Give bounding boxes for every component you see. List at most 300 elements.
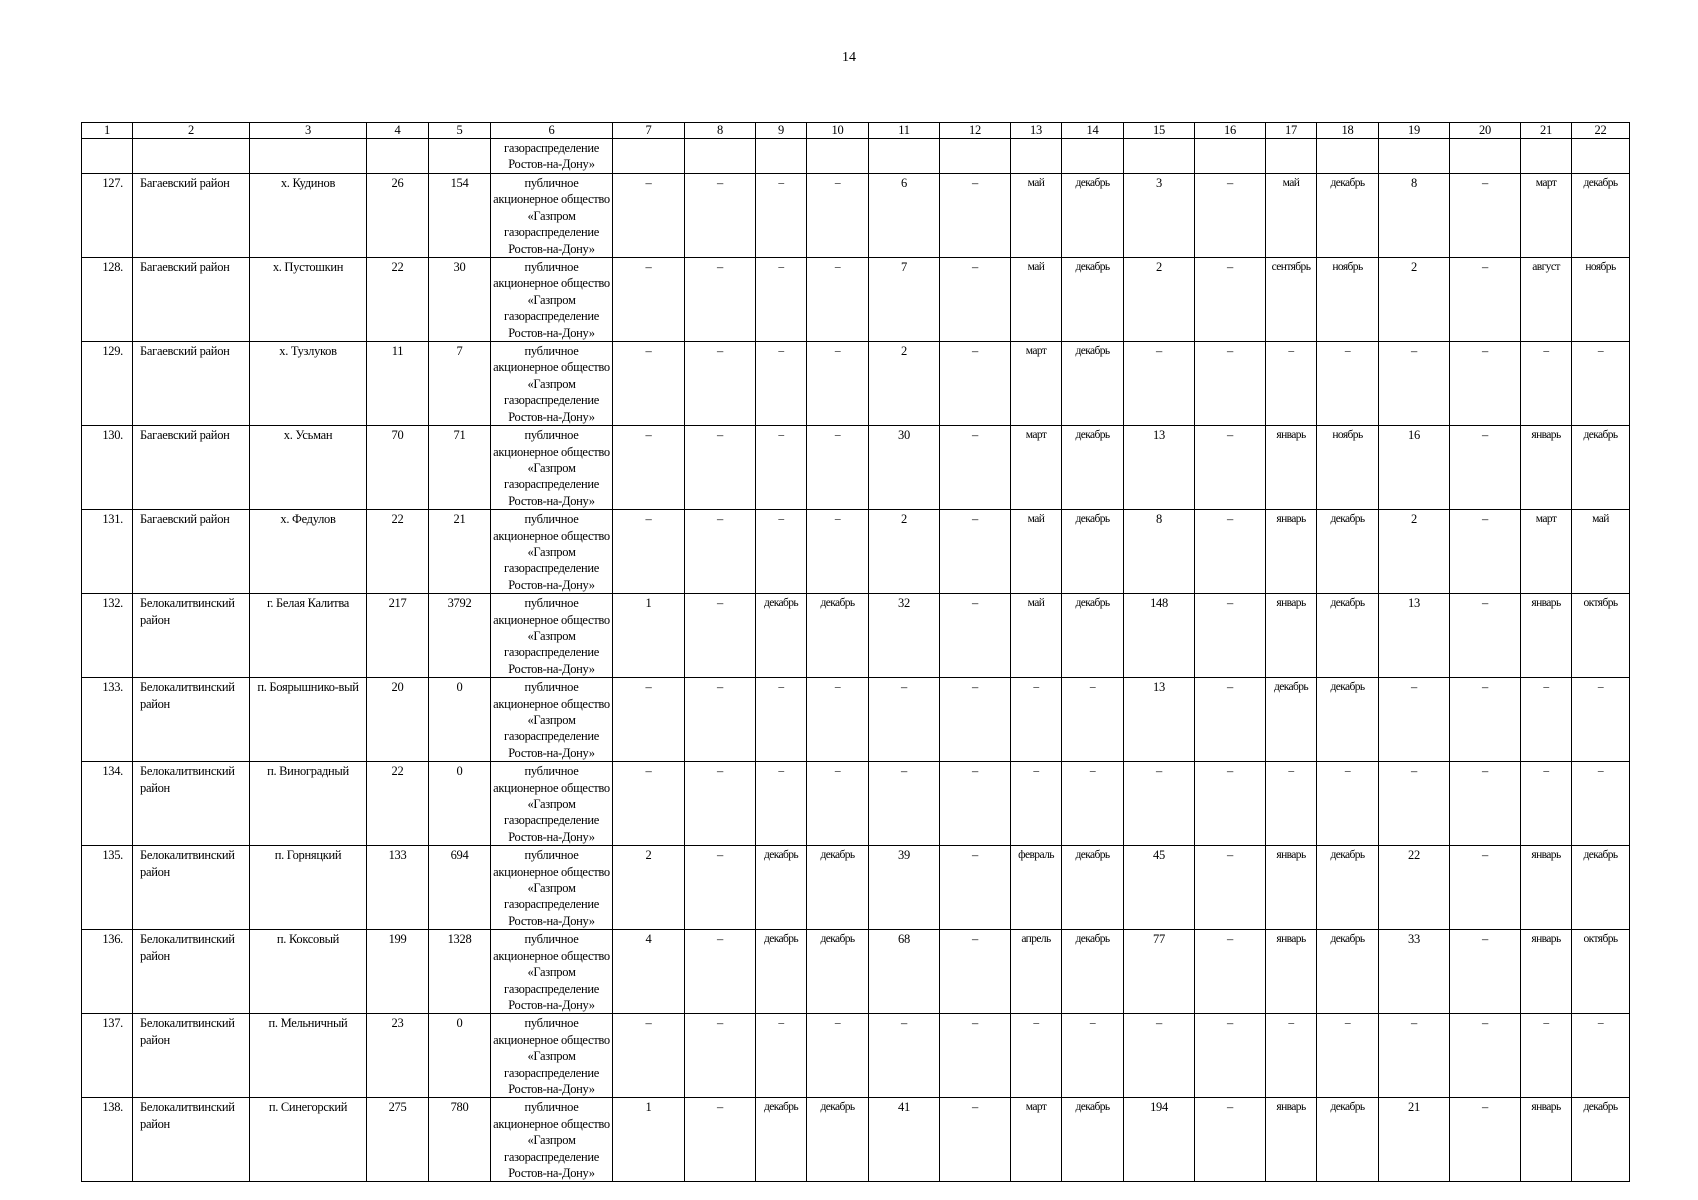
col9-value: – bbox=[756, 762, 807, 846]
col7-value: – bbox=[613, 762, 685, 846]
row-number: 127. bbox=[82, 174, 133, 258]
col5-value: 1328 bbox=[429, 930, 491, 1014]
column-header-21: 21 bbox=[1521, 123, 1572, 139]
col10-value: – bbox=[807, 510, 869, 594]
cell-empty bbox=[82, 139, 133, 174]
col9-value: – bbox=[756, 426, 807, 510]
col22-month: октябрь bbox=[1572, 594, 1630, 678]
col19-value: 8 bbox=[1379, 174, 1450, 258]
col8-value: – bbox=[685, 678, 756, 762]
col14-month: декабрь bbox=[1062, 426, 1124, 510]
col11-value: – bbox=[869, 762, 940, 846]
col11-value: 68 bbox=[869, 930, 940, 1014]
col14-month: декабрь bbox=[1062, 1098, 1124, 1182]
col8-value: – bbox=[685, 594, 756, 678]
owner: публичное акционерное общество «Газпром газораспределение Ростов-на-Дону» bbox=[491, 174, 613, 258]
col12-value: – bbox=[940, 762, 1011, 846]
col19-value: 2 bbox=[1379, 510, 1450, 594]
district: Белокалитвинский район bbox=[133, 678, 250, 762]
table-row bbox=[82, 258, 1630, 342]
col16-value: – bbox=[1195, 846, 1266, 930]
col10-value: – bbox=[807, 762, 869, 846]
col9-value: декабрь bbox=[756, 594, 807, 678]
col13-month: май bbox=[1011, 510, 1062, 594]
col18-month: декабрь bbox=[1317, 678, 1379, 762]
column-header-6: 6 bbox=[491, 123, 613, 139]
col8-value: – bbox=[685, 258, 756, 342]
owner: публичное акционерное общество «Газпром газораспределение Ростов-на-Дону» bbox=[491, 258, 613, 342]
column-header-19: 19 bbox=[1379, 123, 1450, 139]
column-header-18: 18 bbox=[1317, 123, 1379, 139]
col22-month: – bbox=[1572, 1014, 1630, 1098]
col11-value: 32 bbox=[869, 594, 940, 678]
owner: публичное акционерное общество «Газпром газораспределение Ростов-на-Дону» bbox=[491, 426, 613, 510]
col21-month: март bbox=[1521, 174, 1572, 258]
col16-value: – bbox=[1195, 258, 1266, 342]
col11-value: 2 bbox=[869, 342, 940, 426]
table-row bbox=[82, 762, 1630, 846]
district: Белокалитвинский район bbox=[133, 762, 250, 846]
column-header-5: 5 bbox=[429, 123, 491, 139]
table-row bbox=[82, 342, 1630, 426]
col10-value: декабрь bbox=[807, 846, 869, 930]
cell-empty bbox=[367, 139, 429, 174]
col15-value: 2 bbox=[1124, 258, 1195, 342]
table-row bbox=[82, 594, 1630, 678]
col22-month: декабрь bbox=[1572, 1098, 1630, 1182]
table-row bbox=[82, 930, 1630, 1014]
col11-value: – bbox=[869, 1014, 940, 1098]
column-header-2: 2 bbox=[133, 123, 250, 139]
column-header-11: 11 bbox=[869, 123, 940, 139]
col16-value: – bbox=[1195, 174, 1266, 258]
col14-month: декабрь bbox=[1062, 258, 1124, 342]
col11-value: 2 bbox=[869, 510, 940, 594]
col9-value: декабрь bbox=[756, 930, 807, 1014]
col13-month: март bbox=[1011, 426, 1062, 510]
col13-month: март bbox=[1011, 342, 1062, 426]
col12-value: – bbox=[940, 1014, 1011, 1098]
cell-empty bbox=[133, 139, 250, 174]
col14-month: декабрь bbox=[1062, 594, 1124, 678]
cell-empty bbox=[1195, 139, 1266, 174]
cell-empty bbox=[869, 139, 940, 174]
col19-value: 2 bbox=[1379, 258, 1450, 342]
col17-month: – bbox=[1266, 1014, 1317, 1098]
cell-empty bbox=[429, 139, 491, 174]
col17-month: январь bbox=[1266, 510, 1317, 594]
cell-empty bbox=[756, 139, 807, 174]
settlement: х. Тузлуков bbox=[250, 342, 367, 426]
cell-empty bbox=[1450, 139, 1521, 174]
col7-value: – bbox=[613, 426, 685, 510]
column-header-7: 7 bbox=[613, 123, 685, 139]
column-header-3: 3 bbox=[250, 123, 367, 139]
col9-value: – bbox=[756, 174, 807, 258]
col22-month: ноябрь bbox=[1572, 258, 1630, 342]
col16-value: – bbox=[1195, 342, 1266, 426]
owner: публичное акционерное общество «Газпром газораспределение Ростов-на-Дону» bbox=[491, 930, 613, 1014]
col7-value: – bbox=[613, 174, 685, 258]
col17-month: сентябрь bbox=[1266, 258, 1317, 342]
row-number: 138. bbox=[82, 1098, 133, 1182]
row-number: 137. bbox=[82, 1014, 133, 1098]
settlement: х. Федулов bbox=[250, 510, 367, 594]
settlement: х. Кудинов bbox=[250, 174, 367, 258]
col11-value: – bbox=[869, 678, 940, 762]
district: Белокалитвинский район bbox=[133, 930, 250, 1014]
district: Багаевский район bbox=[133, 174, 250, 258]
col13-month: апрель bbox=[1011, 930, 1062, 1014]
col8-value: – bbox=[685, 510, 756, 594]
col18-month: – bbox=[1317, 762, 1379, 846]
col9-value: декабрь bbox=[756, 1098, 807, 1182]
col8-value: – bbox=[685, 846, 756, 930]
col7-value: – bbox=[613, 1014, 685, 1098]
column-header-20: 20 bbox=[1450, 123, 1521, 139]
column-header-8: 8 bbox=[685, 123, 756, 139]
column-header-1: 1 bbox=[82, 123, 133, 139]
col12-value: – bbox=[940, 426, 1011, 510]
col4-value: 199 bbox=[367, 930, 429, 1014]
col15-value: 13 bbox=[1124, 678, 1195, 762]
col17-month: январь bbox=[1266, 1098, 1317, 1182]
col11-value: 7 bbox=[869, 258, 940, 342]
col14-month: декабрь bbox=[1062, 342, 1124, 426]
col19-value: – bbox=[1379, 342, 1450, 426]
continuation-owner: газораспределение Ростов-на-Дону» bbox=[491, 139, 613, 174]
col12-value: – bbox=[940, 678, 1011, 762]
col7-value: – bbox=[613, 342, 685, 426]
col22-month: декабрь bbox=[1572, 174, 1630, 258]
col13-month: май bbox=[1011, 174, 1062, 258]
col17-month: январь bbox=[1266, 426, 1317, 510]
col9-value: декабрь bbox=[756, 846, 807, 930]
settlement: х. Усьман bbox=[250, 426, 367, 510]
col18-month: декабрь bbox=[1317, 510, 1379, 594]
row-number: 130. bbox=[82, 426, 133, 510]
col17-month: – bbox=[1266, 342, 1317, 426]
district: Багаевский район bbox=[133, 342, 250, 426]
col20-value: – bbox=[1450, 510, 1521, 594]
district: Белокалитвинский район bbox=[133, 1098, 250, 1182]
col8-value: – bbox=[685, 342, 756, 426]
col19-value: – bbox=[1379, 1014, 1450, 1098]
col21-month: – bbox=[1521, 678, 1572, 762]
col20-value: – bbox=[1450, 594, 1521, 678]
owner: публичное акционерное общество «Газпром газораспределение Ростов-на-Дону» bbox=[491, 510, 613, 594]
col10-value: декабрь bbox=[807, 930, 869, 1014]
col21-month: – bbox=[1521, 342, 1572, 426]
col16-value: – bbox=[1195, 594, 1266, 678]
col4-value: 11 bbox=[367, 342, 429, 426]
col18-month: декабрь bbox=[1317, 1098, 1379, 1182]
col21-month: август bbox=[1521, 258, 1572, 342]
col10-value: декабрь bbox=[807, 594, 869, 678]
col10-value: – bbox=[807, 174, 869, 258]
row-number: 133. bbox=[82, 678, 133, 762]
col21-month: январь bbox=[1521, 846, 1572, 930]
col7-value: – bbox=[613, 258, 685, 342]
district: Белокалитвинский район bbox=[133, 1014, 250, 1098]
col13-month: март bbox=[1011, 1098, 1062, 1182]
col17-month: январь bbox=[1266, 594, 1317, 678]
col15-value: 194 bbox=[1124, 1098, 1195, 1182]
row-number: 128. bbox=[82, 258, 133, 342]
table-row bbox=[82, 426, 1630, 510]
col18-month: ноябрь bbox=[1317, 426, 1379, 510]
col22-month: декабрь bbox=[1572, 426, 1630, 510]
settlement: п. Синегорский bbox=[250, 1098, 367, 1182]
col5-value: 0 bbox=[429, 1014, 491, 1098]
col12-value: – bbox=[940, 594, 1011, 678]
cell-empty bbox=[807, 139, 869, 174]
settlement: п. Коксовый bbox=[250, 930, 367, 1014]
col14-month: декабрь bbox=[1062, 930, 1124, 1014]
col4-value: 26 bbox=[367, 174, 429, 258]
col14-month: декабрь bbox=[1062, 510, 1124, 594]
col4-value: 23 bbox=[367, 1014, 429, 1098]
col17-month: январь bbox=[1266, 846, 1317, 930]
col15-value: 3 bbox=[1124, 174, 1195, 258]
col20-value: – bbox=[1450, 342, 1521, 426]
col20-value: – bbox=[1450, 930, 1521, 1014]
col16-value: – bbox=[1195, 762, 1266, 846]
row-number: 132. bbox=[82, 594, 133, 678]
col17-month: январь bbox=[1266, 930, 1317, 1014]
col21-month: март bbox=[1521, 510, 1572, 594]
table-row bbox=[82, 174, 1630, 258]
col18-month: декабрь bbox=[1317, 174, 1379, 258]
cell-empty bbox=[1124, 139, 1195, 174]
table-row bbox=[82, 1014, 1630, 1098]
col20-value: – bbox=[1450, 846, 1521, 930]
col12-value: – bbox=[940, 258, 1011, 342]
col12-value: – bbox=[940, 846, 1011, 930]
col18-month: декабрь bbox=[1317, 594, 1379, 678]
table-row bbox=[82, 678, 1630, 762]
col8-value: – bbox=[685, 1098, 756, 1182]
col4-value: 275 bbox=[367, 1098, 429, 1182]
row-number: 134. bbox=[82, 762, 133, 846]
col8-value: – bbox=[685, 1014, 756, 1098]
col12-value: – bbox=[940, 1098, 1011, 1182]
column-header-13: 13 bbox=[1011, 123, 1062, 139]
col12-value: – bbox=[940, 510, 1011, 594]
col13-month: – bbox=[1011, 1014, 1062, 1098]
col17-month: май bbox=[1266, 174, 1317, 258]
col14-month: – bbox=[1062, 1014, 1124, 1098]
col22-month: май bbox=[1572, 510, 1630, 594]
col15-value: – bbox=[1124, 762, 1195, 846]
col14-month: – bbox=[1062, 762, 1124, 846]
col4-value: 22 bbox=[367, 762, 429, 846]
col7-value: 1 bbox=[613, 594, 685, 678]
col8-value: – bbox=[685, 762, 756, 846]
col16-value: – bbox=[1195, 510, 1266, 594]
col5-value: 0 bbox=[429, 678, 491, 762]
owner: публичное акционерное общество «Газпром газораспределение Ростов-на-Дону» bbox=[491, 1014, 613, 1098]
owner: публичное акционерное общество «Газпром газораспределение Ростов-на-Дону» bbox=[491, 846, 613, 930]
cell-empty bbox=[1266, 139, 1317, 174]
col5-value: 3792 bbox=[429, 594, 491, 678]
row-number: 135. bbox=[82, 846, 133, 930]
col13-month: май bbox=[1011, 258, 1062, 342]
cell-empty bbox=[1062, 139, 1124, 174]
settlement: п. Виноградный bbox=[250, 762, 367, 846]
col10-value: декабрь bbox=[807, 1098, 869, 1182]
table-row bbox=[82, 1098, 1630, 1182]
column-number-row bbox=[82, 123, 1630, 139]
col22-month: декабрь bbox=[1572, 846, 1630, 930]
col5-value: 694 bbox=[429, 846, 491, 930]
col11-value: 41 bbox=[869, 1098, 940, 1182]
col18-month: декабрь bbox=[1317, 846, 1379, 930]
col16-value: – bbox=[1195, 930, 1266, 1014]
col15-value: 77 bbox=[1124, 930, 1195, 1014]
data-table bbox=[81, 122, 1630, 1182]
page-number: 14 bbox=[842, 50, 856, 65]
col4-value: 70 bbox=[367, 426, 429, 510]
col15-value: 45 bbox=[1124, 846, 1195, 930]
col8-value: – bbox=[685, 930, 756, 1014]
owner: публичное акционерное общество «Газпром газораспределение Ростов-на-Дону» bbox=[491, 342, 613, 426]
column-header-9: 9 bbox=[756, 123, 807, 139]
column-header-17: 17 bbox=[1266, 123, 1317, 139]
col19-value: 33 bbox=[1379, 930, 1450, 1014]
col17-month: декабрь bbox=[1266, 678, 1317, 762]
settlement: х. Пустошкин bbox=[250, 258, 367, 342]
col22-month: – bbox=[1572, 342, 1630, 426]
col9-value: – bbox=[756, 678, 807, 762]
col14-month: – bbox=[1062, 678, 1124, 762]
col8-value: – bbox=[685, 426, 756, 510]
col21-month: январь bbox=[1521, 930, 1572, 1014]
col13-month: май bbox=[1011, 594, 1062, 678]
col18-month: – bbox=[1317, 342, 1379, 426]
district: Белокалитвинский район bbox=[133, 846, 250, 930]
col5-value: 21 bbox=[429, 510, 491, 594]
col8-value: – bbox=[685, 174, 756, 258]
col19-value: 16 bbox=[1379, 426, 1450, 510]
col9-value: – bbox=[756, 1014, 807, 1098]
settlement: п. Мельничный bbox=[250, 1014, 367, 1098]
col12-value: – bbox=[940, 342, 1011, 426]
cell-empty bbox=[1317, 139, 1379, 174]
col5-value: 7 bbox=[429, 342, 491, 426]
column-header-4: 4 bbox=[367, 123, 429, 139]
col10-value: – bbox=[807, 1014, 869, 1098]
table-body bbox=[82, 139, 1630, 1182]
col12-value: – bbox=[940, 930, 1011, 1014]
col22-month: – bbox=[1572, 678, 1630, 762]
cell-empty bbox=[1521, 139, 1572, 174]
col5-value: 154 bbox=[429, 174, 491, 258]
col13-month: – bbox=[1011, 678, 1062, 762]
col7-value: 1 bbox=[613, 1098, 685, 1182]
col14-month: декабрь bbox=[1062, 846, 1124, 930]
col7-value: 4 bbox=[613, 930, 685, 1014]
column-header-12: 12 bbox=[940, 123, 1011, 139]
settlement: г. Белая Калитва bbox=[250, 594, 367, 678]
col19-value: – bbox=[1379, 762, 1450, 846]
owner: публичное акционерное общество «Газпром газораспределение Ростов-на-Дону» bbox=[491, 678, 613, 762]
col4-value: 133 bbox=[367, 846, 429, 930]
col22-month: октябрь bbox=[1572, 930, 1630, 1014]
col18-month: ноябрь bbox=[1317, 258, 1379, 342]
col13-month: – bbox=[1011, 762, 1062, 846]
col21-month: – bbox=[1521, 762, 1572, 846]
col17-month: – bbox=[1266, 762, 1317, 846]
column-header-22: 22 bbox=[1572, 123, 1630, 139]
district: Багаевский район bbox=[133, 426, 250, 510]
col22-month: – bbox=[1572, 762, 1630, 846]
cell-empty bbox=[613, 139, 685, 174]
col11-value: 39 bbox=[869, 846, 940, 930]
col20-value: – bbox=[1450, 174, 1521, 258]
col5-value: 780 bbox=[429, 1098, 491, 1182]
col14-month: декабрь bbox=[1062, 174, 1124, 258]
column-header-15: 15 bbox=[1124, 123, 1195, 139]
col13-month: февраль bbox=[1011, 846, 1062, 930]
col20-value: – bbox=[1450, 678, 1521, 762]
col9-value: – bbox=[756, 510, 807, 594]
col9-value: – bbox=[756, 258, 807, 342]
col20-value: – bbox=[1450, 1098, 1521, 1182]
col16-value: – bbox=[1195, 678, 1266, 762]
cell-empty bbox=[250, 139, 367, 174]
col19-value: 22 bbox=[1379, 846, 1450, 930]
col10-value: – bbox=[807, 678, 869, 762]
row-number: 131. bbox=[82, 510, 133, 594]
col21-month: январь bbox=[1521, 1098, 1572, 1182]
col21-month: – bbox=[1521, 1014, 1572, 1098]
col11-value: 30 bbox=[869, 426, 940, 510]
col10-value: – bbox=[807, 258, 869, 342]
col18-month: декабрь bbox=[1317, 930, 1379, 1014]
col16-value: – bbox=[1195, 426, 1266, 510]
row-number: 129. bbox=[82, 342, 133, 426]
settlement: п. Горняцкий bbox=[250, 846, 367, 930]
row-number: 136. bbox=[82, 930, 133, 1014]
cell-empty bbox=[1572, 139, 1630, 174]
col12-value: – bbox=[940, 174, 1011, 258]
col7-value: – bbox=[613, 678, 685, 762]
col21-month: январь bbox=[1521, 426, 1572, 510]
col4-value: 217 bbox=[367, 594, 429, 678]
table-row bbox=[82, 510, 1630, 594]
col20-value: – bbox=[1450, 258, 1521, 342]
owner: публичное акционерное общество «Газпром газораспределение Ростов-на-Дону» bbox=[491, 594, 613, 678]
col5-value: 71 bbox=[429, 426, 491, 510]
column-header-10: 10 bbox=[807, 123, 869, 139]
col4-value: 22 bbox=[367, 258, 429, 342]
district: Багаевский район bbox=[133, 258, 250, 342]
settlement: п. Боярышнико-вый bbox=[250, 678, 367, 762]
continuation-row bbox=[82, 139, 1630, 174]
col19-value: – bbox=[1379, 678, 1450, 762]
col19-value: 13 bbox=[1379, 594, 1450, 678]
col7-value: 2 bbox=[613, 846, 685, 930]
col20-value: – bbox=[1450, 426, 1521, 510]
col16-value: – bbox=[1195, 1014, 1266, 1098]
col20-value: – bbox=[1450, 762, 1521, 846]
cell-empty bbox=[685, 139, 756, 174]
owner: публичное акционерное общество «Газпром газораспределение Ростов-на-Дону» bbox=[491, 1098, 613, 1182]
col15-value: – bbox=[1124, 1014, 1195, 1098]
district: Белокалитвинский район bbox=[133, 594, 250, 678]
col5-value: 30 bbox=[429, 258, 491, 342]
